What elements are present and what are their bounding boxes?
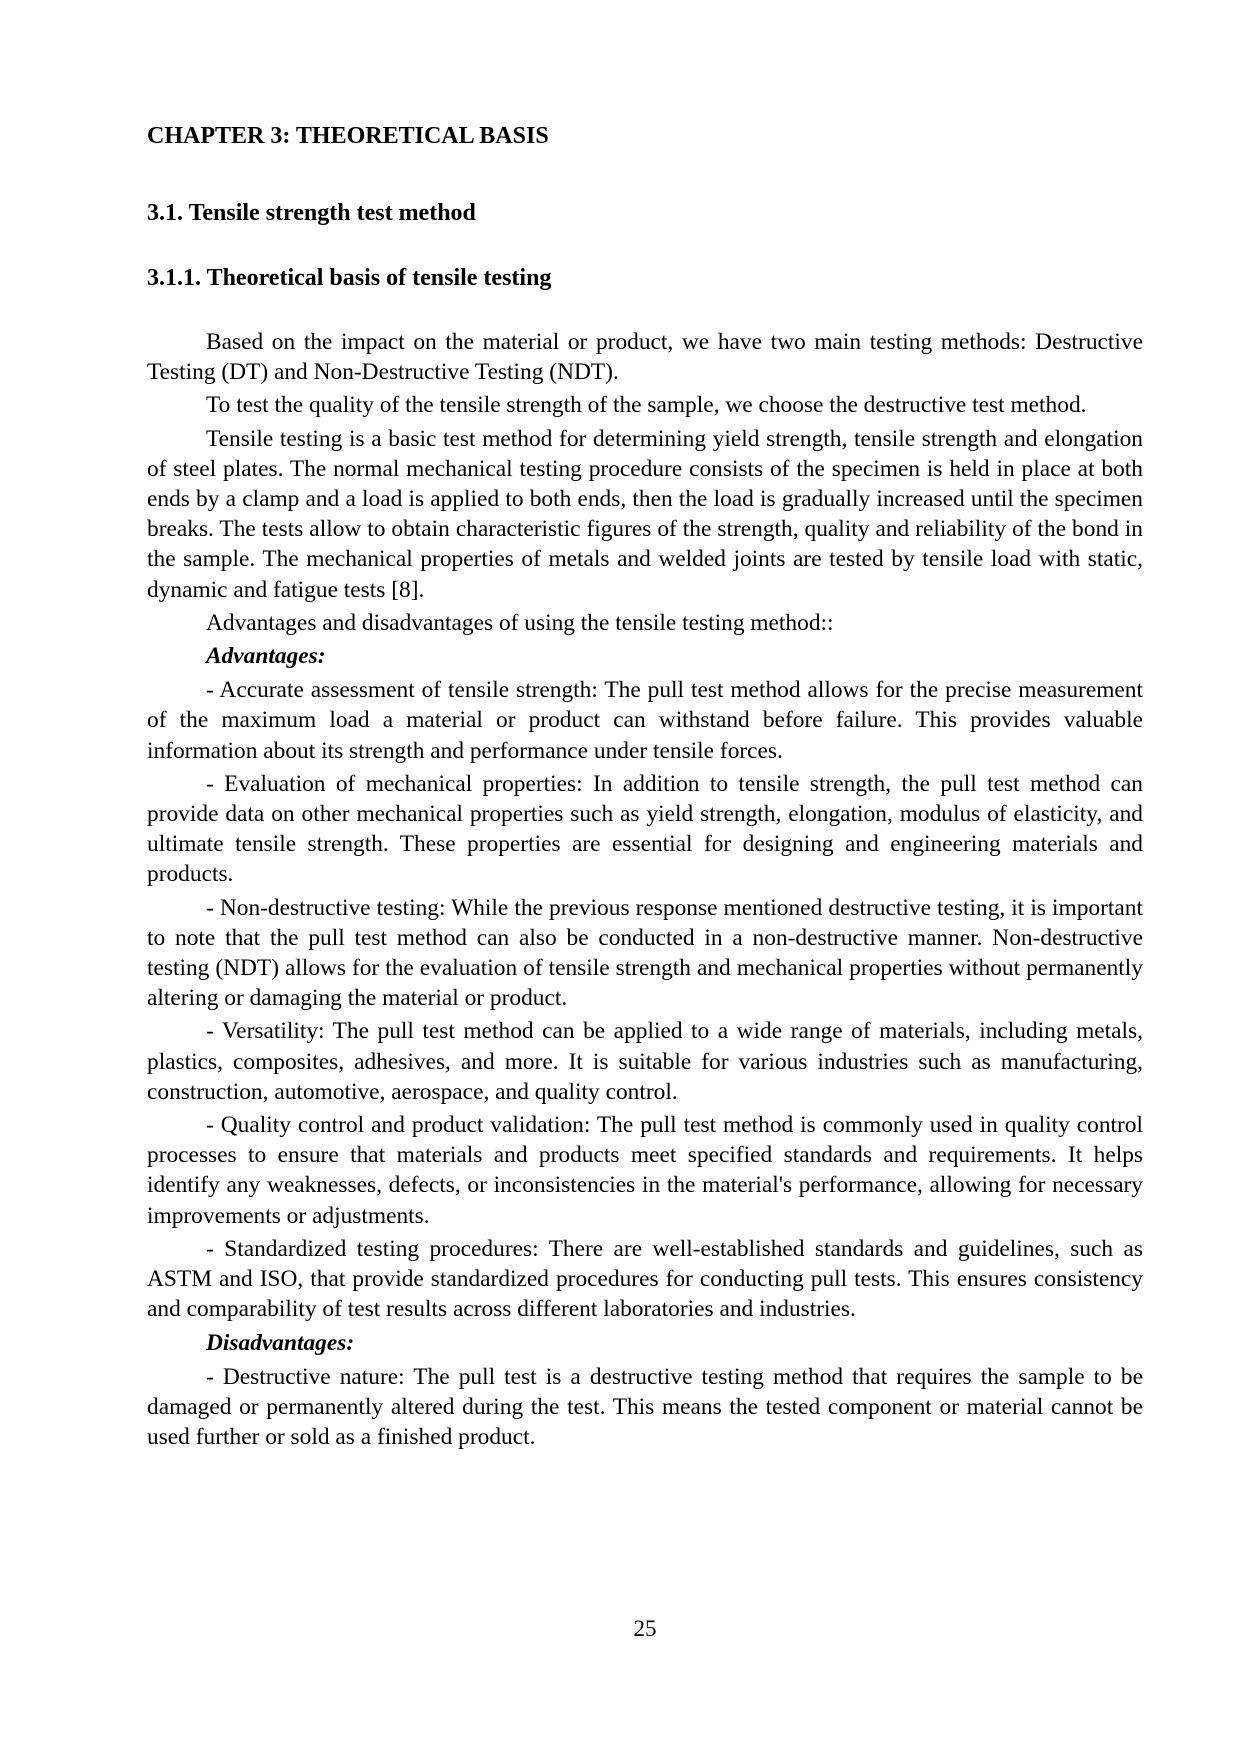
advantages-heading: Advantages: [206,643,326,670]
paragraph: Advantages and disadvantages of using the tensile testing method:: [206,609,834,636]
body-text [147,327,1143,1455]
page-number: 25 [633,1616,657,1641]
paragraph: Tensile testing is a basic test method for determining yield strength, tensile strength and elongation of steel plates. The normal mechanical testing procedure consists of the specimen is held in place at both ends by a clamp and a load is applied to both ends, then the load is gradually increased until the specimen breaks. The tests allow to obtain characteristic figures of the strength, quality and reliability of the bond in the sample. The mechanical properties of metals and welded joints are tested by tensile load with static, dynamic and fatigue tests [8]. [147,425,1143,603]
advantage-item: - Evaluation of mechanical properties: In addition to tensile strength, the pull test method can provide data on other mechanical properties such as yield strength, elongation, modulus of elasticity, and ultimate tensile strength. These properties are essential for designing and engineering materials and products. [147,770,1143,888]
advantage-item: - Quality control and product validation: The pull test method is commonly used in quality control processes to ensure that materials and products meet specified standards and requirements. It helps identify any weaknesses, defects, or inconsistencies in the material's performance, allowing for necessary improvements or adjustments. [147,1112,1143,1229]
section-title: 3.1. Tensile strength test method [147,200,476,226]
paragraph: Based on the impact on the material or product, we have two main testing methods: Destructive Testing (DT) and Non-Destructive Testing (NDT). [147,329,1143,386]
chapter-title: CHAPTER 3: THEORETICAL BASIS [147,123,549,149]
advantage-item: - Accurate assessment of tensile strength: The pull test method allows for the precise measurement of the maximum load a material or product can withstand before failure. This provides valuable information about its strength and performance under tensile forces. [147,677,1143,764]
disadvantages-heading: Disadvantages: [206,1329,355,1356]
advantage-item: - Non-destructive testing: While the previous response mentioned destructive testing, it is important to note that the pull test method can also be conducted in a non-destructive manner. Non-destructive testing (NDT) allows for the evaluation of tensile strength and mechanical properties without permanently altering or damaging the material or product. [147,894,1143,1012]
disadvantage-item: - Destructive nature: The pull test is a destructive testing method that requires the sample to be damaged or permanently altered during the test. This means the tested component or material cannot be used further or sold as a finished product. [147,1363,1143,1451]
subsection-title: 3.1.1. Theoretical basis of tensile testing [147,265,552,291]
advantage-item: - Standardized testing procedures: There are well-established standards and guidelines, such as ASTM and ISO, that provide standardized procedures for conducting pull tests. This ensures consistency and comparability of test results across different laboratories and industries. [147,1235,1143,1323]
advantage-item: - Versatility: The pull test method can be applied to a wide range of materials, including metals, plastics, composites, adhesives, and more. It is suitable for various industries such as manufacturing, construction, automotive, aerospace, and quality control. [147,1018,1143,1105]
paragraph: To test the quality of the tensile strength of the sample, we choose the destructive test method. [206,392,1087,419]
